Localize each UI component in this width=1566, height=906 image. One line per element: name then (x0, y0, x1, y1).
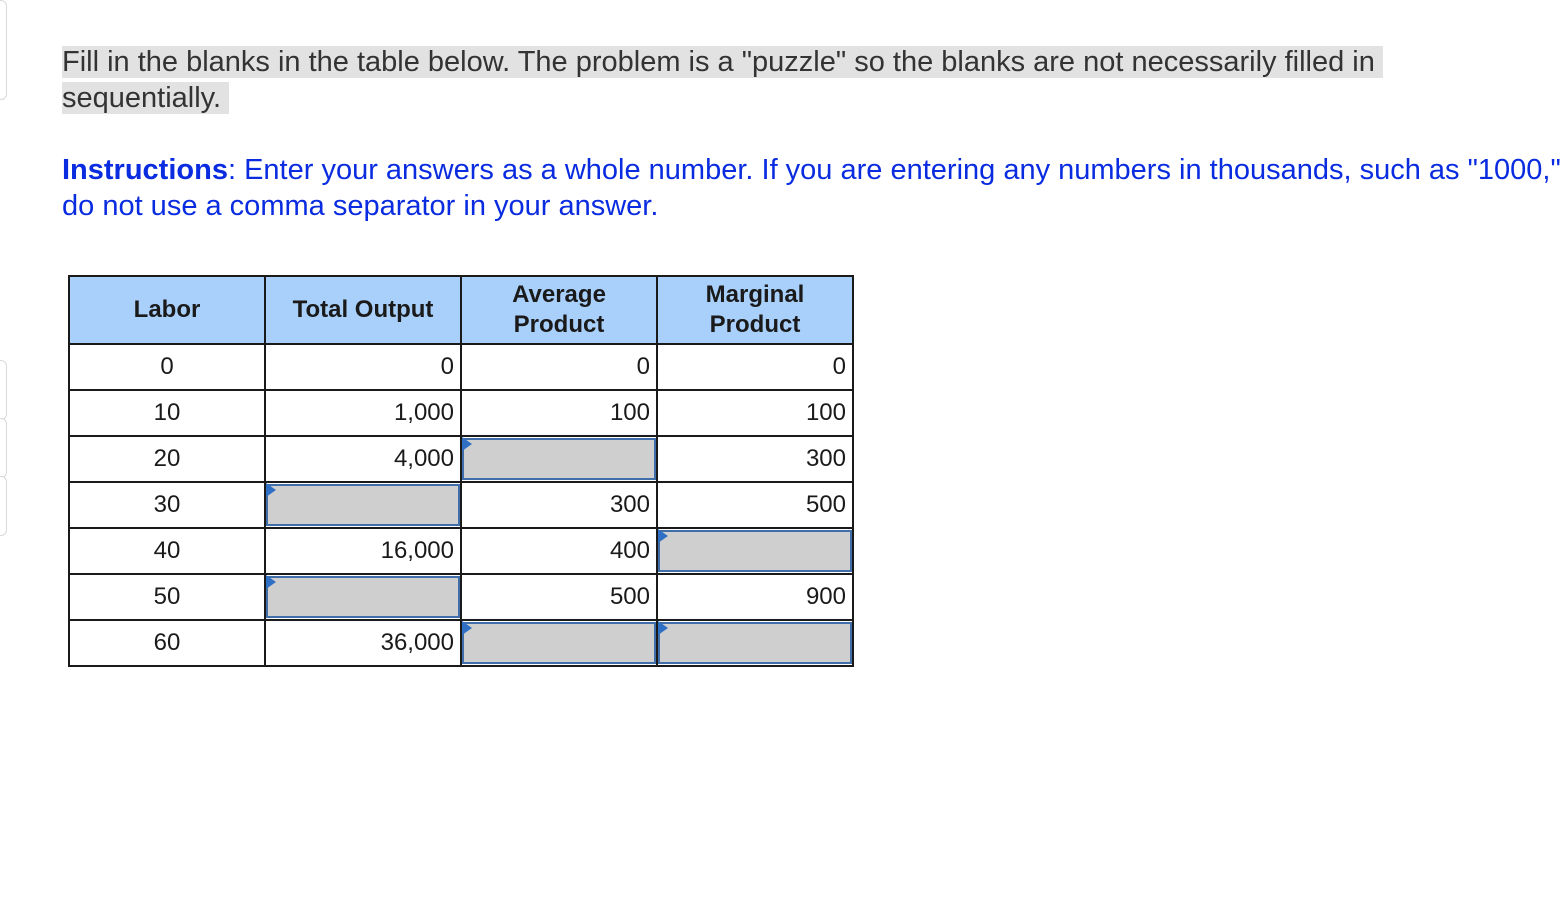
table-row (69, 344, 853, 390)
header-average-product: Average Product (461, 276, 657, 344)
labor-cell: 0 (69, 344, 265, 390)
question-prompt (62, 44, 1502, 116)
left-edge-tab (0, 360, 7, 420)
answer-flag-icon (266, 483, 276, 497)
marginal-product-input-labor-40[interactable] (658, 530, 852, 572)
labor-cell: 10 (69, 390, 265, 436)
total-output-blank-cell (265, 574, 461, 620)
average-product-blank-cell (461, 620, 657, 666)
average-product-cell: 500 (461, 574, 657, 620)
labor-cell: 50 (69, 574, 265, 620)
table-row (69, 574, 853, 620)
header-marginal-product: Marginal Product (657, 276, 853, 344)
labor-cell: 60 (69, 620, 265, 666)
marginal-product-blank-cell (657, 528, 853, 574)
answer-flag-icon (462, 437, 472, 451)
instructions (62, 152, 1562, 224)
table-row (69, 390, 853, 436)
marginal-product-blank-cell (657, 620, 853, 666)
total-output-cell: 0 (265, 344, 461, 390)
answer-flag-icon (658, 621, 668, 635)
total-output-blank-cell (265, 482, 461, 528)
marginal-product-cell: 0 (657, 344, 853, 390)
labor-cell: 30 (69, 482, 265, 528)
marginal-product-cell: 100 (657, 390, 853, 436)
average-product-cell: 100 (461, 390, 657, 436)
table-header-row (69, 276, 853, 344)
labor-cell: 20 (69, 436, 265, 482)
production-table (68, 275, 854, 667)
table-row (69, 482, 853, 528)
table-row (69, 436, 853, 482)
answer-flag-icon (266, 575, 276, 589)
table-row (69, 528, 853, 574)
total-output-input-labor-30[interactable] (266, 484, 460, 526)
labor-cell: 40 (69, 528, 265, 574)
left-edge-tab (0, 0, 7, 100)
marginal-product-cell: 500 (657, 482, 853, 528)
marginal-product-input-labor-60[interactable] (658, 622, 852, 664)
instructions-label: Instructions (62, 154, 228, 186)
answer-flag-icon (658, 529, 668, 543)
total-output-cell: 4,000 (265, 436, 461, 482)
left-edge-tab (0, 476, 7, 536)
total-output-input-labor-50[interactable] (266, 576, 460, 618)
total-output-cell: 36,000 (265, 620, 461, 666)
instructions-text: : Enter your answers as a whole number. If you are entering any numbers in thousands, such as "1000," do not use a comma separator in your answer. (62, 154, 1561, 222)
question-prompt-text: Fill in the blanks in the table below. The problem is a "puzzle" so the blanks are not necessarily filled in sequentially. (62, 46, 1383, 114)
left-edge-tab (0, 418, 7, 478)
average-product-blank-cell (461, 436, 657, 482)
average-product-cell: 0 (461, 344, 657, 390)
marginal-product-cell: 300 (657, 436, 853, 482)
answer-flag-icon (462, 621, 472, 635)
marginal-product-cell: 900 (657, 574, 853, 620)
table-row (69, 620, 853, 666)
header-total-output: Total Output (265, 276, 461, 344)
average-product-cell: 300 (461, 482, 657, 528)
average-product-input-labor-20[interactable] (462, 438, 656, 480)
average-product-cell: 400 (461, 528, 657, 574)
average-product-input-labor-60[interactable] (462, 622, 656, 664)
total-output-cell: 1,000 (265, 390, 461, 436)
header-labor: Labor (69, 276, 265, 344)
total-output-cell: 16,000 (265, 528, 461, 574)
